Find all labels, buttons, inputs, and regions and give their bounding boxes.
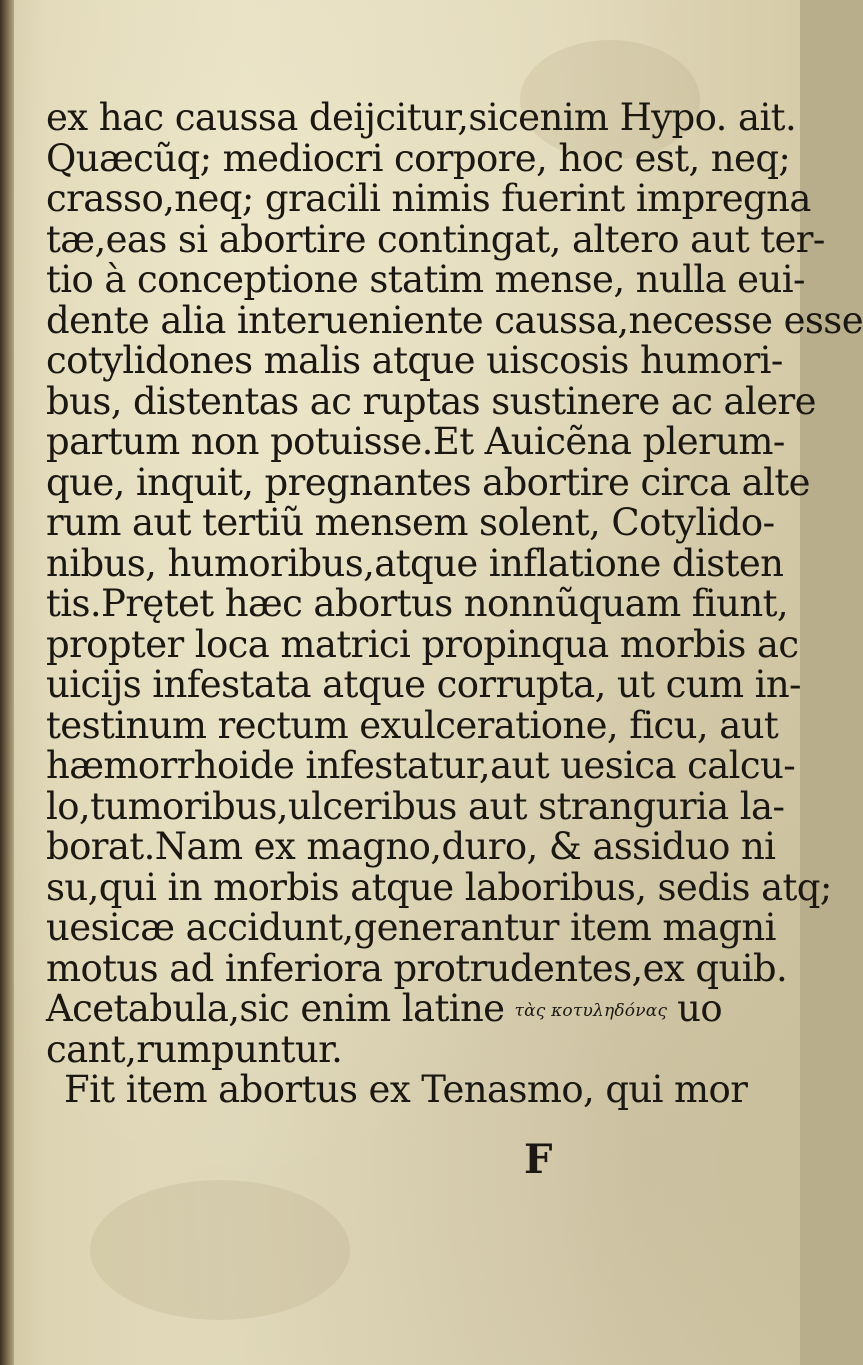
text-line [46, 989, 766, 1030]
text-line: que, inquit, pregnantes abortire circa alte [46, 460, 810, 504]
text-line: testinum rectum exulceratione, ficu, aut [46, 703, 779, 747]
signature-mark: F [524, 1136, 553, 1183]
text-line: hæmorrhoide infestatur,aut uesica calcu- [46, 744, 796, 787]
text-line: rum aut tertiũ mensem solent, Cotylido- [46, 501, 775, 544]
binding-gutter [0, 0, 14, 1365]
text-line: dente alia interueniente caussa,necesse esse [46, 298, 863, 342]
greek-phrase: τὰς κοτυληδόνας [514, 1001, 668, 1022]
text-block [46, 96, 863, 1111]
text-line: lo,tumoribus,ulceribus aut stranguria la- [46, 784, 785, 828]
paragraph-first-line: Fit item abortus ex Tenasmo, qui mor [64, 1068, 748, 1111]
text-line: crasso,neq; gracili nimis fuerint impregna [46, 177, 811, 220]
text-line: uicijs infestata atque corrupta, ut cum in- [46, 663, 801, 706]
paper-stain [90, 1180, 350, 1320]
text-line: tis.Prętet hæc abortus nonnũquam fiunt, [46, 582, 789, 625]
text-line: su,qui in morbis atque laboribus, sedis atq; [46, 865, 832, 909]
text-line: tio à conceptione statim mense, nulla eui- [46, 258, 805, 301]
text-line: partum non potuisse.Et Auicẽna plerum- [46, 420, 785, 463]
text-segment: Acetabula,sic enim latine [46, 987, 505, 1030]
text-line: ex hac caussa deijcitur,sicenim Hypo. ait. [46, 96, 797, 139]
text-line: uesicæ accidunt,generantur item magni [46, 906, 776, 949]
text-line: bus, distentas ac ruptas sustinere ac alere [46, 379, 816, 423]
text-segment: uo [677, 987, 723, 1030]
text-line: tæ,eas si abortire contingat, altero aut ter- [46, 217, 825, 261]
text-line: motus ad inferiora protrudentes,ex quib. [46, 946, 788, 990]
text-line: cant,rumpuntur. [46, 1027, 343, 1071]
text-line: nibus, humoribus,atque inflatione disten [46, 541, 784, 585]
text-line: Quæcũq; mediocri corpore, hoc est, neq; [46, 136, 791, 180]
text-line: propter loca matrici propinqua morbis ac [46, 622, 799, 666]
text-line: borat.Nam ex magno,duro, & assiduo ni [46, 825, 776, 868]
text-line: cotylidones malis atque uiscosis humori- [46, 339, 783, 382]
